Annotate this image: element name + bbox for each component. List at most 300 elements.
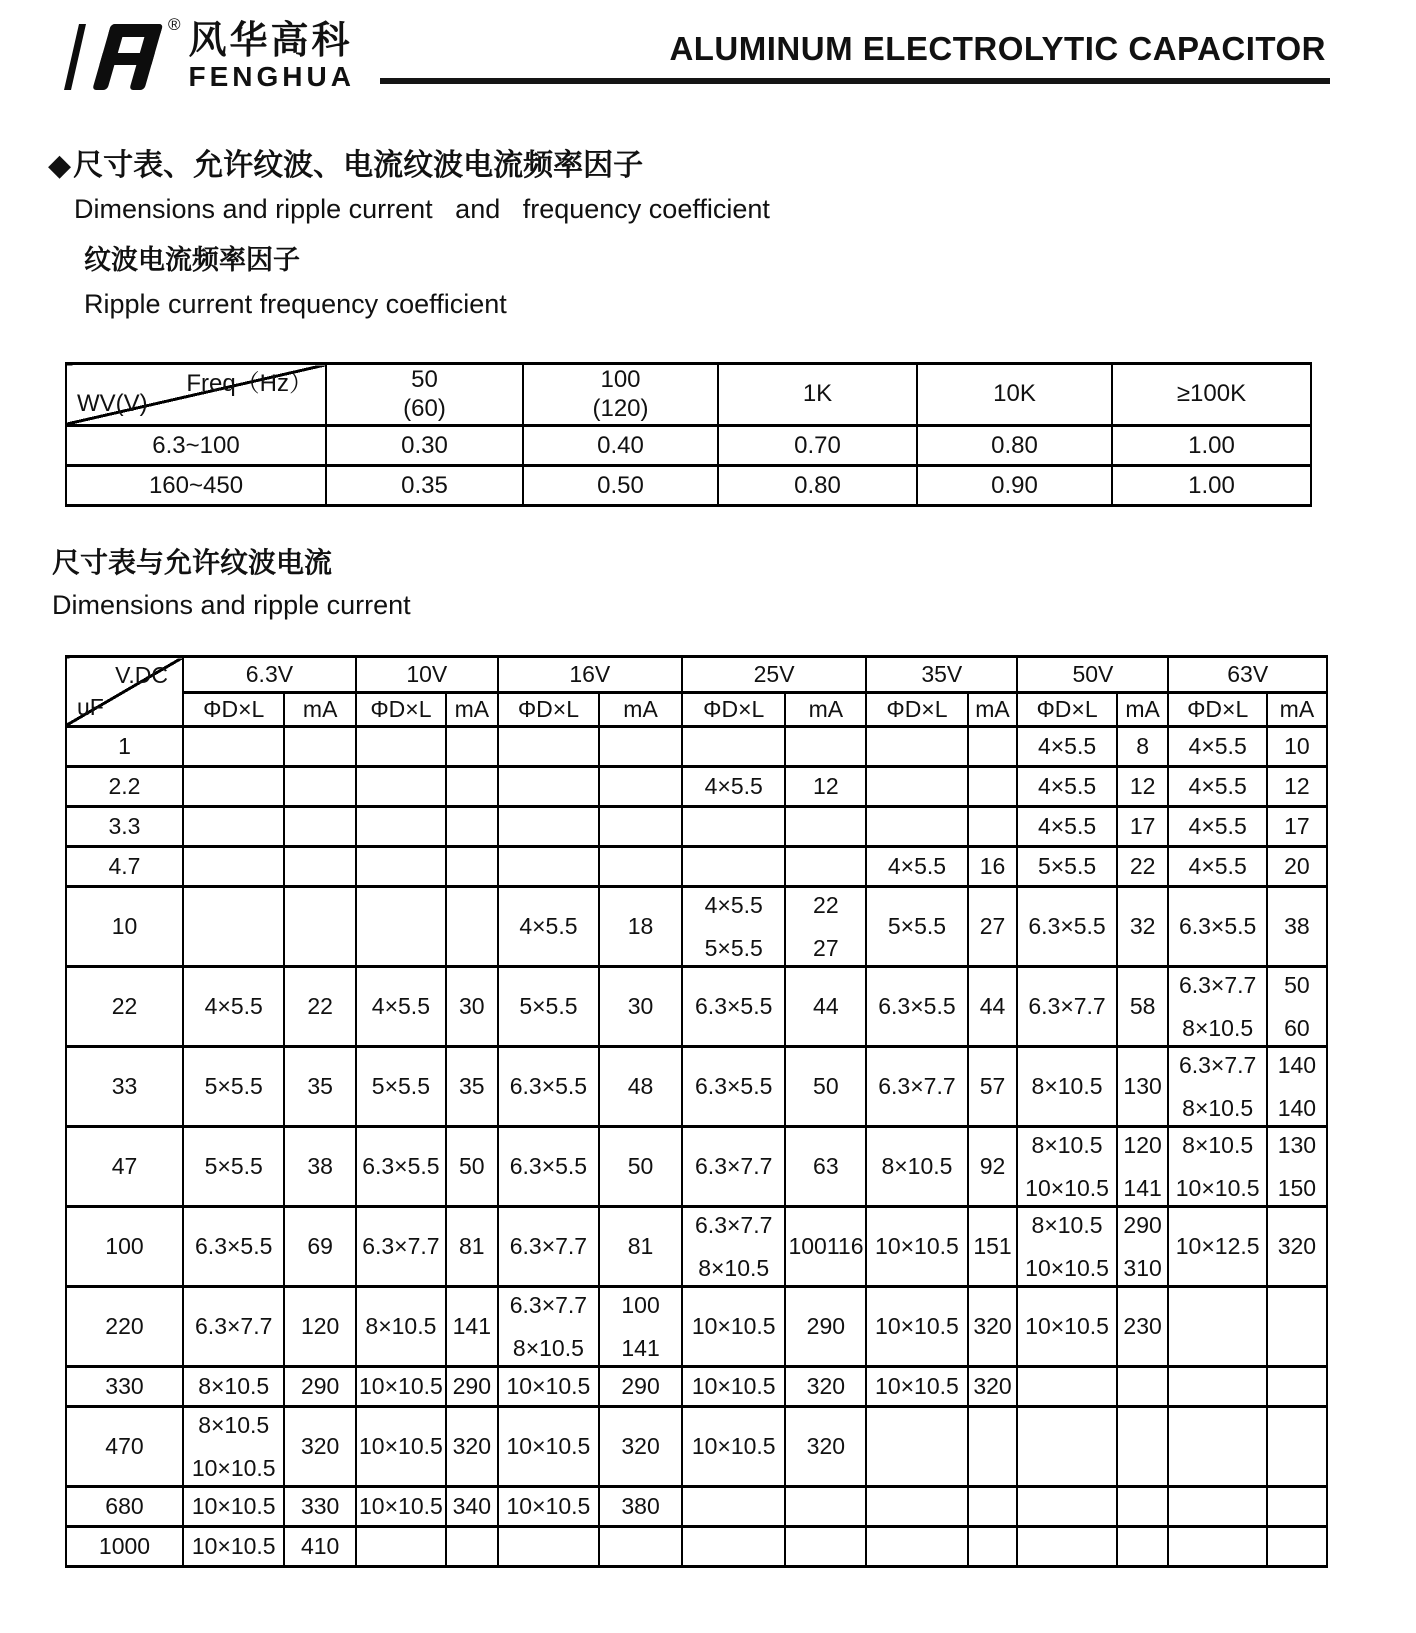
- size-cell: [866, 847, 967, 887]
- uf-value-cell: 1000: [66, 1527, 183, 1567]
- ma-value: 63: [813, 1153, 839, 1180]
- uf-value-cell: 330: [66, 1367, 183, 1407]
- page-header: [0, 0, 1416, 100]
- size-cell: [498, 847, 599, 887]
- size-cell: [1017, 1207, 1116, 1287]
- ma-cell: [785, 1207, 866, 1287]
- size-value: 6.3×5.5: [1178, 913, 1257, 940]
- size-cell: [498, 767, 599, 807]
- size-value: 10×10.5: [359, 1373, 443, 1400]
- size-cell: [183, 767, 284, 807]
- dim-table-body: [66, 727, 1327, 1567]
- size-cell: [183, 967, 284, 1047]
- uf-value-cell: 680: [66, 1487, 183, 1527]
- ma-cell: [1117, 847, 1169, 887]
- size-value: 10×10.5: [506, 1373, 591, 1400]
- size-cell: [866, 767, 967, 807]
- size-cell: [1017, 727, 1116, 767]
- size-cell: [1168, 1487, 1266, 1527]
- ma-value: 320: [621, 1433, 660, 1460]
- size-cell: [1017, 767, 1116, 807]
- size-value: 10×10.5: [506, 1493, 591, 1520]
- size-value: 4×5.5: [1037, 733, 1097, 760]
- size-value: 10×10.5: [191, 1455, 276, 1481]
- section-subtitle-cn: 纹波电流频率因子: [84, 245, 300, 275]
- size-cell: [866, 1407, 967, 1487]
- dimensions-ripple-table: [65, 655, 1328, 1568]
- ma-value: 230: [1123, 1313, 1162, 1340]
- section-heading-dim-cn: 尺寸表与允许纹波电流: [52, 547, 333, 578]
- diamond-bullet-icon: ◆: [48, 149, 72, 182]
- ma-subheader: mA: [1267, 693, 1327, 727]
- voltage-header: 50V: [1017, 657, 1168, 693]
- size-cell: [498, 1207, 599, 1287]
- ma-cell: [1117, 1487, 1169, 1527]
- ma-value: 50: [813, 1073, 839, 1100]
- ma-value: 150: [1277, 1175, 1317, 1201]
- freq-col-header: [917, 364, 1112, 426]
- ma-value: 290: [452, 1373, 491, 1400]
- size-cell: [183, 727, 284, 767]
- size-cell: [356, 967, 446, 1047]
- size-value: 10×12.5: [1175, 1233, 1260, 1260]
- size-value: 10×10.5: [691, 1313, 776, 1340]
- ma-cell: [599, 727, 682, 767]
- size-value: 6.3×5.5: [195, 1233, 273, 1260]
- ma-cell: [785, 847, 866, 887]
- size-cell: [356, 1407, 446, 1487]
- dim-row: [66, 1207, 1327, 1287]
- size-cell: [356, 767, 446, 807]
- ma-cell: [1267, 967, 1327, 1047]
- size-subheader: ΦD×L: [498, 693, 599, 727]
- size-cell: [866, 1487, 967, 1527]
- ma-cell: [599, 1367, 682, 1407]
- ma-value: 141: [1123, 1175, 1162, 1201]
- ma-cell: [968, 847, 1018, 887]
- size-cell: [498, 1127, 599, 1207]
- ma-value: 12: [813, 773, 839, 800]
- ma-subheader: mA: [599, 693, 682, 727]
- size-cell: [498, 887, 599, 967]
- ma-value: 57: [979, 1073, 1006, 1100]
- size-cell: [498, 1287, 599, 1367]
- size-subheader: ΦD×L: [356, 693, 446, 727]
- ma-value: 50: [459, 1153, 485, 1180]
- ma-value: 12: [1284, 773, 1310, 800]
- ma-cell: [785, 967, 866, 1047]
- ma-cell: [599, 1527, 682, 1567]
- size-value: 10×10.5: [875, 1373, 959, 1400]
- uf-value-cell: 33: [66, 1047, 183, 1127]
- ma-cell: [1267, 1287, 1327, 1367]
- ma-cell: [446, 1367, 498, 1407]
- size-cell: [1168, 1047, 1266, 1127]
- size-cell: [1168, 1287, 1266, 1367]
- ma-cell: [599, 1127, 682, 1207]
- size-cell: [1168, 727, 1266, 767]
- freq-col-header: [718, 364, 917, 426]
- size-cell: [1017, 1407, 1116, 1487]
- size-cell: [1168, 1527, 1266, 1567]
- size-value: 6.3×7.7: [695, 1153, 773, 1180]
- ma-cell: [785, 1287, 866, 1367]
- ma-cell: [284, 967, 355, 1047]
- size-value: 10×10.5: [875, 1313, 959, 1340]
- ma-subheader: mA: [968, 693, 1018, 727]
- ma-cell: [446, 1527, 498, 1567]
- size-value: 6.3×7.7: [695, 1211, 773, 1238]
- size-cell: [682, 967, 786, 1047]
- ma-cell: [446, 1487, 498, 1527]
- size-cell: [183, 1527, 284, 1567]
- size-cell: [498, 1047, 599, 1127]
- ma-cell: [1117, 1527, 1169, 1567]
- ma-cell: [599, 807, 682, 847]
- ma-cell: [284, 1207, 355, 1287]
- dim-row: [66, 807, 1327, 847]
- dim-row: [66, 1527, 1327, 1567]
- fenghua-logo: [52, 14, 355, 100]
- size-value: 6.3×5.5: [695, 993, 773, 1020]
- size-value: 4×5.5: [1188, 813, 1247, 840]
- ma-cell: [785, 807, 866, 847]
- ma-value: 58: [1129, 993, 1156, 1020]
- ma-value: 22: [813, 891, 839, 918]
- ma-value: 38: [307, 1153, 333, 1180]
- coefficient-cell: 0.90: [917, 466, 1112, 506]
- ma-cell: [284, 1527, 355, 1567]
- ma-cell: [1117, 1207, 1169, 1287]
- size-cell: [1017, 847, 1116, 887]
- ma-cell: [284, 1047, 355, 1127]
- ma-value: 380: [621, 1493, 660, 1520]
- dim-row: [66, 1487, 1327, 1527]
- ma-value: 60: [1284, 1015, 1310, 1041]
- size-cell: [356, 1127, 446, 1207]
- size-cell: [1017, 967, 1116, 1047]
- freq-col-header: [1112, 364, 1311, 426]
- ma-value: 8: [1136, 733, 1149, 760]
- size-cell: [1168, 807, 1266, 847]
- voltage-header: 35V: [866, 657, 1017, 693]
- ma-value: 140: [1277, 1051, 1317, 1078]
- size-value: 10×10.5: [875, 1233, 959, 1260]
- size-subheader: ΦD×L: [682, 693, 786, 727]
- size-value: 4×5.5: [1188, 853, 1247, 880]
- ma-value: 340: [452, 1493, 491, 1520]
- size-cell: [682, 767, 786, 807]
- ma-cell: [968, 1527, 1018, 1567]
- ma-cell: [968, 887, 1018, 967]
- registered-trademark-icon: ®: [168, 15, 181, 34]
- size-cell: [1017, 1487, 1116, 1527]
- ma-cell: [968, 1487, 1018, 1527]
- size-cell: [498, 967, 599, 1047]
- ma-value: 30: [459, 993, 485, 1020]
- size-cell: [356, 1367, 446, 1407]
- ma-cell: [599, 1047, 682, 1127]
- size-value: 6.3×5.5: [1028, 913, 1106, 940]
- size-value: 6.3×7.7: [195, 1313, 273, 1340]
- size-cell: [183, 1047, 284, 1127]
- subheader-row: [66, 693, 1327, 727]
- size-cell: [498, 1487, 599, 1527]
- ma-cell: [599, 967, 682, 1047]
- ma-cell: [1117, 807, 1169, 847]
- freq-col-header: [523, 364, 718, 426]
- size-cell: [183, 807, 284, 847]
- ma-value: 151: [973, 1233, 1012, 1260]
- ma-value: 44: [979, 993, 1006, 1020]
- ma-value: 38: [1284, 913, 1310, 940]
- ma-cell: [1267, 1487, 1327, 1527]
- ma-subheader: mA: [284, 693, 355, 727]
- size-subheader: ΦD×L: [183, 693, 284, 727]
- size-value: 10×10.5: [359, 1493, 443, 1520]
- ma-cell: [785, 1487, 866, 1527]
- size-value: 4×5.5: [1037, 773, 1097, 800]
- size-cell: [356, 887, 446, 967]
- size-cell: [498, 807, 599, 847]
- size-cell: [183, 1287, 284, 1367]
- ma-cell: [446, 727, 498, 767]
- size-value: 10×10.5: [1025, 1313, 1109, 1340]
- ma-value: 320: [973, 1373, 1012, 1400]
- size-value: 6.3×5.5: [695, 1073, 773, 1100]
- size-value: 4×5.5: [704, 891, 763, 918]
- size-value: 4×5.5: [371, 993, 430, 1020]
- size-cell: [356, 1527, 446, 1567]
- ma-cell: [1117, 767, 1169, 807]
- ma-cell: [785, 1407, 866, 1487]
- size-cell: [866, 807, 967, 847]
- size-value: 6.3×7.7: [362, 1233, 440, 1260]
- corner-label-wv: WV(V): [77, 390, 148, 418]
- size-cell: [183, 1127, 284, 1207]
- size-subheader: ΦD×L: [866, 693, 967, 727]
- size-value: 5×5.5: [204, 1073, 263, 1100]
- size-cell: [682, 887, 786, 967]
- freq-table-corner: [66, 364, 326, 426]
- ma-cell: [446, 1407, 498, 1487]
- section-heading-freq: [48, 140, 1416, 184]
- ma-subheader: mA: [785, 693, 866, 727]
- ma-cell: [1267, 887, 1327, 967]
- size-cell: [866, 967, 967, 1047]
- size-cell: [356, 1287, 446, 1367]
- title-block: [380, 14, 1330, 84]
- size-value: 5×5.5: [887, 913, 947, 940]
- ma-value: 310: [1123, 1255, 1162, 1281]
- size-cell: [866, 1367, 967, 1407]
- ma-subheader: mA: [446, 693, 498, 727]
- corner-label-vdc: V.DC: [115, 662, 168, 688]
- freq-row: [66, 426, 1311, 466]
- ma-cell: [1117, 887, 1169, 967]
- ma-subheader: mA: [1117, 693, 1169, 727]
- freq-col-header-line: (60): [403, 394, 446, 422]
- coefficient-cell: 0.70: [718, 426, 917, 466]
- freq-table-head: [66, 364, 1311, 426]
- section-heading-dim-en: Dimensions and ripple current: [52, 590, 411, 620]
- ma-value: 330: [300, 1493, 340, 1520]
- size-cell: [682, 1127, 786, 1207]
- dim-row: [66, 967, 1327, 1047]
- ma-cell: [785, 1527, 866, 1567]
- ma-value: 320: [806, 1373, 846, 1400]
- dim-row: [66, 887, 1327, 967]
- size-cell: [682, 807, 786, 847]
- ma-cell: [284, 727, 355, 767]
- ma-cell: [284, 807, 355, 847]
- ma-cell: [446, 767, 498, 807]
- size-cell: [682, 1527, 786, 1567]
- ma-value: 27: [813, 935, 839, 961]
- ma-value: 320: [973, 1313, 1012, 1340]
- ma-cell: [1267, 1407, 1327, 1487]
- corner-label-uf: uF: [77, 694, 104, 720]
- size-value: 5×5.5: [1037, 853, 1097, 880]
- size-value: 8×10.5: [198, 1411, 270, 1438]
- size-cell: [356, 807, 446, 847]
- size-value: 6.3×5.5: [509, 1153, 588, 1180]
- ma-cell: [599, 1207, 682, 1287]
- ma-value: 320: [1277, 1233, 1317, 1260]
- dim-table-corner: [66, 657, 183, 727]
- ma-value: 10: [1284, 733, 1310, 760]
- ma-value: 17: [1129, 813, 1156, 840]
- voltage-header: 16V: [498, 657, 682, 693]
- size-value: 8×10.5: [881, 1153, 953, 1180]
- ma-cell: [446, 807, 498, 847]
- ma-value: 22: [307, 993, 333, 1020]
- section-subtitle-en: Dimensions and ripple current and frequency coefficient: [74, 194, 770, 224]
- ma-cell: [968, 1127, 1018, 1207]
- size-cell: [1168, 1407, 1266, 1487]
- size-value: 8×10.5: [1031, 1073, 1103, 1100]
- ma-cell: [599, 1487, 682, 1527]
- size-value: 4×5.5: [1037, 813, 1097, 840]
- ma-value: 81: [627, 1233, 654, 1260]
- dim-row: [66, 847, 1327, 887]
- freq-row: [66, 466, 1311, 506]
- ma-cell: [1267, 847, 1327, 887]
- size-cell: [356, 1047, 446, 1127]
- ma-value: 20: [1284, 853, 1310, 880]
- size-cell: [498, 1527, 599, 1567]
- wv-range-cell: 160~450: [66, 466, 326, 506]
- logo-chinese-name: 风华高科: [188, 20, 353, 62]
- coefficient-cell: 0.80: [917, 426, 1112, 466]
- ma-cell: [1267, 767, 1327, 807]
- size-cell: [682, 1207, 786, 1287]
- voltage-header: 6.3V: [183, 657, 356, 693]
- ma-cell: [968, 1047, 1018, 1127]
- size-cell: [498, 1367, 599, 1407]
- ma-value: 27: [979, 913, 1006, 940]
- size-cell: [682, 1367, 786, 1407]
- size-value: 4×5.5: [887, 853, 947, 880]
- coefficient-cell: 0.30: [326, 426, 523, 466]
- ma-cell: [599, 767, 682, 807]
- uf-value-cell: 1: [66, 727, 183, 767]
- ma-cell: [1117, 1047, 1169, 1127]
- ma-value: 18: [627, 913, 654, 940]
- ma-cell: [968, 1407, 1018, 1487]
- ma-cell: [599, 1287, 682, 1367]
- size-value: 4×5.5: [1188, 773, 1247, 800]
- ma-cell: [284, 887, 355, 967]
- ma-value: 141: [452, 1313, 491, 1340]
- section-subtitle-en2: Ripple current frequency coefficient: [84, 289, 507, 319]
- freq-table-body: [66, 426, 1311, 506]
- ma-value: 81: [459, 1233, 485, 1260]
- ma-cell: [1117, 1407, 1169, 1487]
- ma-value: 140: [1277, 1095, 1317, 1121]
- ma-value: 32: [1129, 913, 1156, 940]
- ma-value: 130: [1277, 1131, 1317, 1158]
- size-cell: [866, 1047, 967, 1127]
- ma-value: 100: [621, 1291, 660, 1318]
- freq-col-header-line: 10K: [993, 380, 1036, 408]
- size-value: 10×10.5: [691, 1433, 776, 1460]
- ma-value: 410: [300, 1533, 340, 1560]
- size-cell: [1017, 1047, 1116, 1127]
- ma-value: 320: [806, 1433, 846, 1460]
- ma-value: 120: [1123, 1131, 1162, 1158]
- size-cell: [183, 1407, 284, 1487]
- size-cell: [866, 1127, 967, 1207]
- size-value: 8×10.5: [1182, 1131, 1254, 1158]
- ma-cell: [284, 1127, 355, 1207]
- voltage-header: 63V: [1168, 657, 1327, 693]
- size-cell: [866, 727, 967, 767]
- ma-value: 100116: [788, 1233, 864, 1260]
- size-cell: [183, 1487, 284, 1527]
- size-value: 5×5.5: [204, 1153, 263, 1180]
- ma-cell: [446, 887, 498, 967]
- ma-cell: [785, 767, 866, 807]
- freq-col-header: [326, 364, 523, 426]
- size-value: 10×10.5: [359, 1433, 443, 1460]
- dim-row: [66, 1367, 1327, 1407]
- ma-cell: [446, 967, 498, 1047]
- size-value: 6.3×7.7: [509, 1291, 588, 1318]
- coefficient-cell: 0.40: [523, 426, 718, 466]
- ma-cell: [446, 1127, 498, 1207]
- voltage-header: 10V: [356, 657, 498, 693]
- ma-cell: [1117, 1287, 1169, 1367]
- size-cell: [866, 1527, 967, 1567]
- ma-cell: [1267, 1207, 1327, 1287]
- size-cell: [1168, 887, 1266, 967]
- dim-row: [66, 727, 1327, 767]
- size-value: 10×10.5: [506, 1433, 591, 1460]
- size-cell: [682, 1407, 786, 1487]
- document-title: ALUMINUM ELECTROLYTIC CAPACITOR: [669, 30, 1326, 67]
- size-value: 8×10.5: [365, 1313, 437, 1340]
- freq-col-header-line: 50: [411, 365, 438, 393]
- size-cell: [866, 1207, 967, 1287]
- ma-cell: [785, 727, 866, 767]
- coefficient-cell: 0.35: [326, 466, 523, 506]
- size-value: 8×10.5: [698, 1255, 770, 1281]
- ma-cell: [968, 1367, 1018, 1407]
- ma-cell: [968, 967, 1018, 1047]
- voltage-header-row: [66, 657, 1327, 693]
- ma-cell: [785, 1047, 866, 1127]
